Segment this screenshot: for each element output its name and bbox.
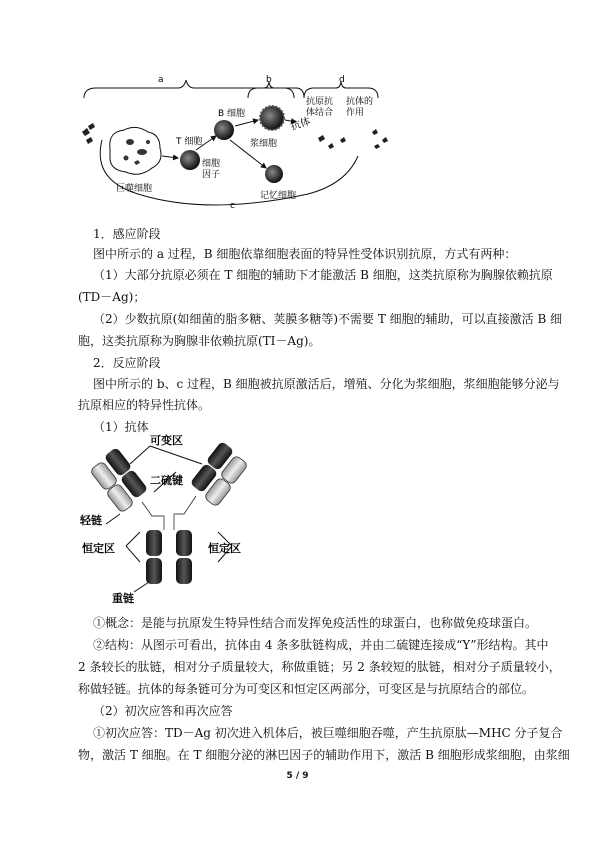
t-cell bbox=[180, 150, 200, 170]
page-number: 5 / 9 bbox=[286, 771, 309, 781]
antibody-concept: ①概念：是能与抗原发生特异性结合而发挥免疫活性的球蛋白，也称做免疫球蛋白。 bbox=[93, 616, 538, 630]
antibody-structure-line-1: ②结构：从图示可看出，抗体由 4 条多肽链构成，并由二硫键连接成“Y”形结构。其中 bbox=[93, 638, 549, 652]
section-1-item-2-line-1: （2）少数抗原(如细菌的脂多糖、荚膜多糖等)不需要 T 细胞的辅助，可以直接激活 B 细 bbox=[93, 312, 563, 326]
antibody-label: 抗体 bbox=[289, 116, 312, 133]
macrophage-label: 巨噬细胞 bbox=[116, 184, 153, 194]
heavy-chain-label: 重链 bbox=[112, 592, 134, 604]
label-d: d bbox=[339, 75, 345, 85]
response-subheading: （2）初次应答和再次应答 bbox=[93, 704, 233, 718]
memory-cell-label: 记忆细胞 bbox=[260, 191, 297, 201]
t-cell-label: T 细胞 bbox=[176, 137, 203, 147]
section-1-item-1-line-2: (TD－Ag)； bbox=[78, 290, 146, 304]
b-cell bbox=[214, 120, 234, 140]
section-2-paragraph-1-line-2: 抗原相应的特异性抗体。 bbox=[78, 398, 211, 412]
heavy-chain-stem bbox=[146, 530, 192, 584]
antibody-action-label-1: 抗体的 bbox=[346, 97, 374, 107]
antibody-subheading: （1）抗体 bbox=[93, 420, 149, 434]
immune-response-diagram bbox=[78, 70, 398, 212]
plasma-cell-label: 浆细胞 bbox=[250, 139, 278, 149]
arrow-b-to-plasma bbox=[235, 120, 258, 126]
variable-region-label: 可变区 bbox=[150, 434, 183, 447]
section-1-item-2-line-2: 胞，这类抗原称为胸腺非依赖抗原(TI－Ag)。 bbox=[78, 334, 321, 348]
label-b: b bbox=[266, 75, 272, 85]
antibody-structure-line-3: 称做轻链。抗体的每条链可分为可变区和恒定区两部分，可变区是与抗原结合的部位。 bbox=[78, 682, 535, 696]
section-2-heading: 2．反应阶段 bbox=[93, 356, 161, 370]
plasma-cell bbox=[260, 106, 284, 130]
macrophage-cell bbox=[110, 127, 161, 174]
arrow-macrophage-to-t bbox=[162, 156, 178, 158]
brace-b bbox=[248, 82, 304, 98]
antibody-action-label-2: 作用 bbox=[346, 108, 365, 118]
primary-response-line-2: 物，激活 T 细胞。在 T 细胞分泌的淋巴因子的辅助作用下，激活 B 细胞形成浆细胞，由浆细 bbox=[78, 748, 570, 762]
cytokine-label-1: 细胞 bbox=[202, 159, 221, 169]
antigen-binding-label-2: 体结合 bbox=[306, 108, 334, 118]
section-2-paragraph-1-line-1: 图中所示的 b、c 过程，B 细胞被抗原激活后，增殖、分化为浆细胞，浆细胞能够分泌与 bbox=[93, 377, 560, 391]
antibody-structure-diagram bbox=[80, 434, 280, 604]
constant-region-left-label: 恒定区 bbox=[82, 542, 115, 555]
section-1-item-1-line-1: （1）大部分抗原必须在 T 细胞的辅助下才能激活 B 细胞，这类抗原称为胸腺依赖抗原 bbox=[93, 268, 553, 282]
brace-a bbox=[84, 80, 294, 98]
label-a: a bbox=[158, 75, 164, 85]
cytokine-label-2: 因子 bbox=[202, 170, 221, 180]
label-c: c bbox=[230, 201, 235, 211]
section-1-paragraph-1: 图中所示的 a 过程，B 细胞依靠细胞表面的特异性受体识别抗原，方式有两种： bbox=[93, 247, 517, 261]
light-chain-label: 轻链 bbox=[80, 514, 102, 527]
antigen-binding-label-1: 抗原抗 bbox=[306, 97, 334, 107]
section-1-heading: 1．感应阶段 bbox=[93, 227, 161, 241]
disulfide-bond-label: 二硫键 bbox=[150, 474, 183, 487]
primary-response-line-1: ①初次应答：TD－Ag 初次进入机体后，被巨噬细胞吞噬，产生抗原肽—MHC 分子复合 bbox=[93, 726, 563, 740]
antibody-structure-line-2: 2 条较长的肽链，相对分子质量较大，称做重链；另 2 条较短的肽链，相对分子质量较小， bbox=[78, 660, 561, 674]
memory-cell bbox=[265, 165, 283, 183]
constant-region-right-label: 恒定区 bbox=[208, 542, 241, 555]
b-cell-label: B 细胞 bbox=[218, 109, 246, 119]
